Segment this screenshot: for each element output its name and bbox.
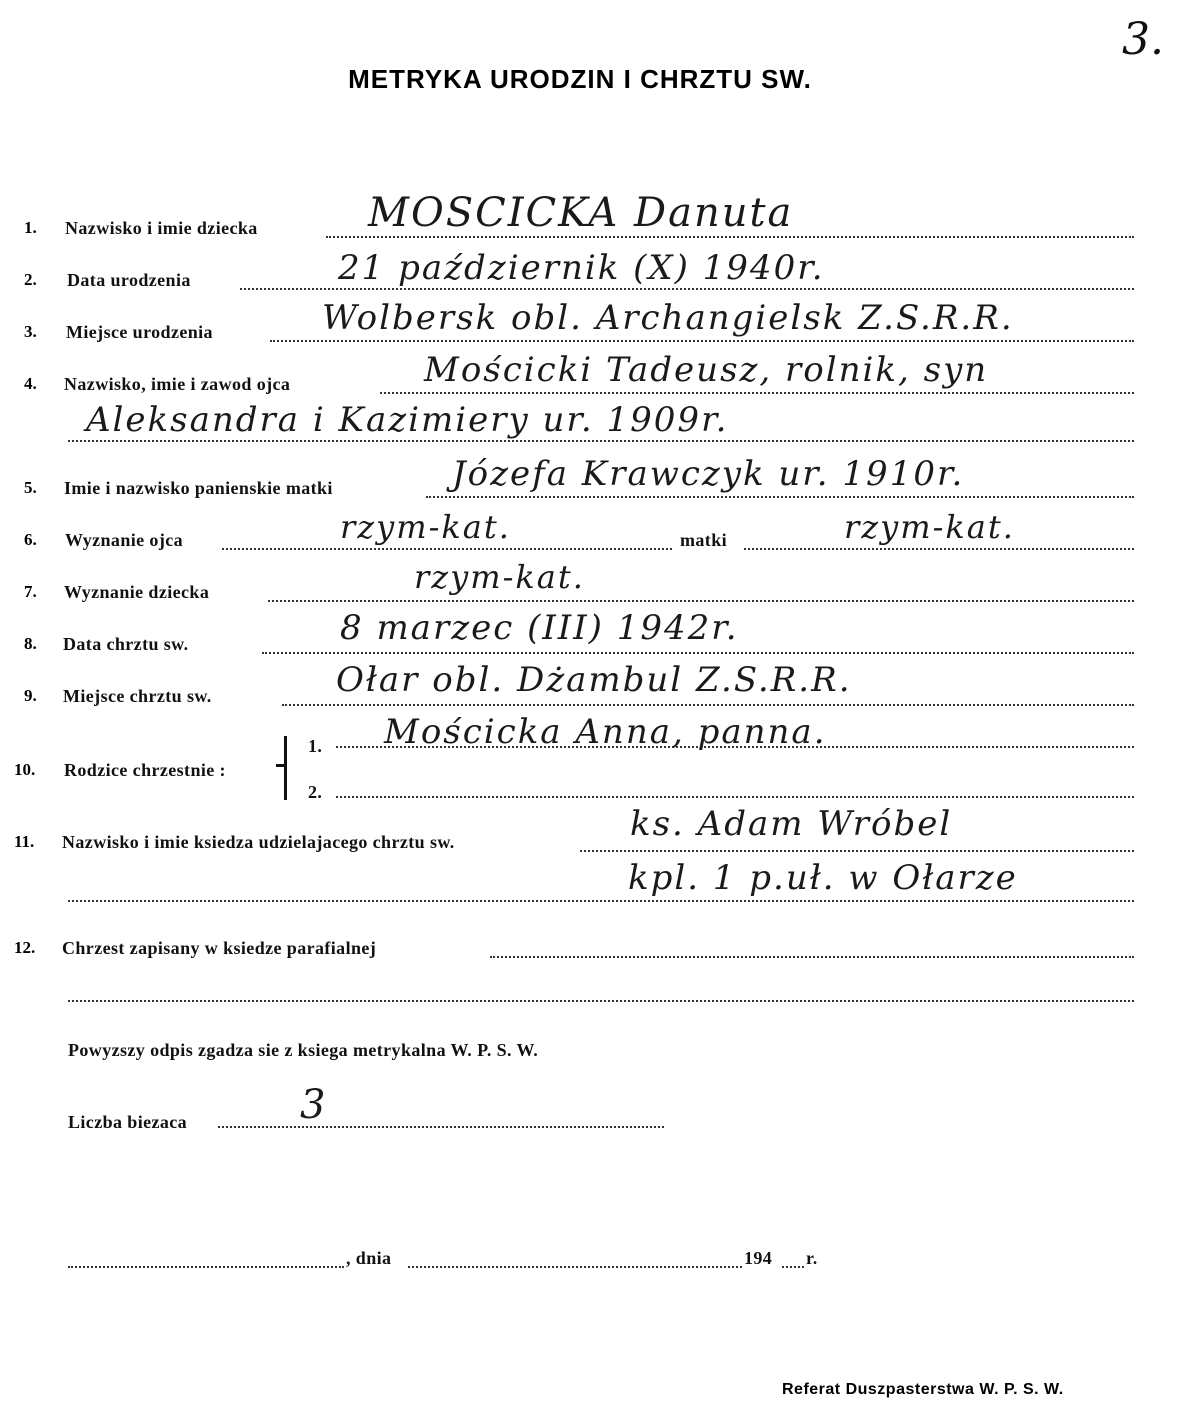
godparents-brace-tick xyxy=(276,764,284,767)
document-title: METRYKA URODZIN I CHRZTU SW. xyxy=(348,64,812,94)
field-label: Miejsce urodzenia xyxy=(66,322,213,342)
godparent-2-number: 2. xyxy=(308,782,323,802)
fill-line-continuation xyxy=(68,900,1134,902)
fill-line xyxy=(490,956,1134,958)
place-fill-line xyxy=(68,1266,344,1268)
issuer-footer: Referat Duszpasterstwa W. P. S. W. xyxy=(782,1381,1064,1398)
year-prefix: 194 xyxy=(744,1248,773,1268)
handwritten-godparent-1: Mościcka Anna, panna. xyxy=(384,712,827,752)
field-number: 2. xyxy=(24,270,37,289)
fill-line xyxy=(744,548,1134,550)
fill-line-continuation xyxy=(68,440,1134,442)
fill-line xyxy=(222,548,672,550)
fill-line xyxy=(270,340,1134,342)
field-number: 1. xyxy=(24,218,37,237)
handwritten-value: Wolbersk obl. Archangielsk Z.S.R.R. xyxy=(322,298,1014,338)
field-label: Chrzest zapisany w ksiedze parafialnej xyxy=(62,938,377,958)
field-number: 10. xyxy=(14,760,36,779)
field-number: 12. xyxy=(14,938,36,957)
handwritten-value: Józefa Krawczyk ur. 1910r. xyxy=(452,454,965,494)
field-label: Nazwisko i imie dziecka xyxy=(65,218,258,238)
field-number: 6. xyxy=(24,530,37,549)
handwritten-value: 21 październik (X) 1940r. xyxy=(338,248,825,288)
count-fill-line xyxy=(218,1126,664,1128)
field-godparents xyxy=(0,760,1181,790)
godparent-1-number: 1. xyxy=(308,736,323,756)
handwritten-value-mother: rzym-kat. xyxy=(844,508,1015,546)
field-label: Nazwisko, imie i zawod ojca xyxy=(64,374,291,394)
field-number: 11. xyxy=(14,832,35,851)
handwritten-value: rzym-kat. xyxy=(414,558,585,596)
field-number: 3. xyxy=(24,322,37,341)
field-label: Wyznanie dziecka xyxy=(64,582,210,602)
godparents-brace xyxy=(284,736,287,800)
handwritten-value: rzym-kat. xyxy=(340,508,511,546)
fill-line xyxy=(240,288,1134,290)
handwritten-value: Mościcki Tadeusz, rolnik, syn xyxy=(424,350,989,390)
field-parish-register xyxy=(0,938,1181,968)
field-label-mother-religion: matki xyxy=(680,530,727,550)
fill-line xyxy=(580,850,1134,852)
fill-line xyxy=(380,392,1134,394)
field-label: Miejsce chrztu sw. xyxy=(63,686,212,706)
handwritten-value: MOSCICKA Danuta xyxy=(368,190,794,236)
certification-statement: Powyzszy odpis zgadza sie z ksiega metrykalna W. P. S. W. xyxy=(68,1040,539,1060)
year-suffix: r. xyxy=(806,1248,818,1268)
field-label: Rodzice chrzestnie : xyxy=(64,760,226,780)
handwritten-value-continuation: kpl. 1 p.uł. w Ołarze xyxy=(628,858,1018,898)
fill-line xyxy=(326,236,1134,238)
field-label: Data chrztu sw. xyxy=(63,634,189,654)
field-number: 9. xyxy=(24,686,37,705)
handwritten-value-continuation: Aleksandra i Kazimiery ur. 1909r. xyxy=(86,400,729,440)
field-number: 4. xyxy=(24,374,37,393)
fill-line-godparent-2 xyxy=(336,796,1134,798)
fill-line xyxy=(282,704,1134,706)
fill-line-continuation xyxy=(68,1000,1134,1002)
field-number: 8. xyxy=(24,634,37,653)
date-fill-line xyxy=(408,1266,742,1268)
year-fill-line xyxy=(782,1266,804,1268)
field-number: 7. xyxy=(24,582,37,601)
fill-line xyxy=(426,496,1134,498)
field-label: Imie i nazwisko panienskie matki xyxy=(64,478,333,498)
field-label: Wyznanie ojca xyxy=(65,530,184,550)
field-number: 5. xyxy=(24,478,37,497)
page-number: 3. xyxy=(1122,14,1164,65)
handwritten-value: 8 marzec (III) 1942r. xyxy=(340,608,739,648)
dnia-label: , dnia xyxy=(346,1248,392,1268)
fill-line xyxy=(268,600,1134,602)
field-label: Data urodzenia xyxy=(67,270,191,290)
field-label: Nazwisko i imie ksiedza udzielajacego chrztu sw. xyxy=(62,832,455,852)
fill-line xyxy=(262,652,1134,654)
handwritten-value: Ołar obl. Dżambul Z.S.R.R. xyxy=(336,660,852,700)
handwritten-value: ks. Adam Wróbel xyxy=(630,804,953,844)
count-label: Liczba biezaca xyxy=(68,1112,188,1132)
count-value: 3 xyxy=(300,1082,328,1128)
